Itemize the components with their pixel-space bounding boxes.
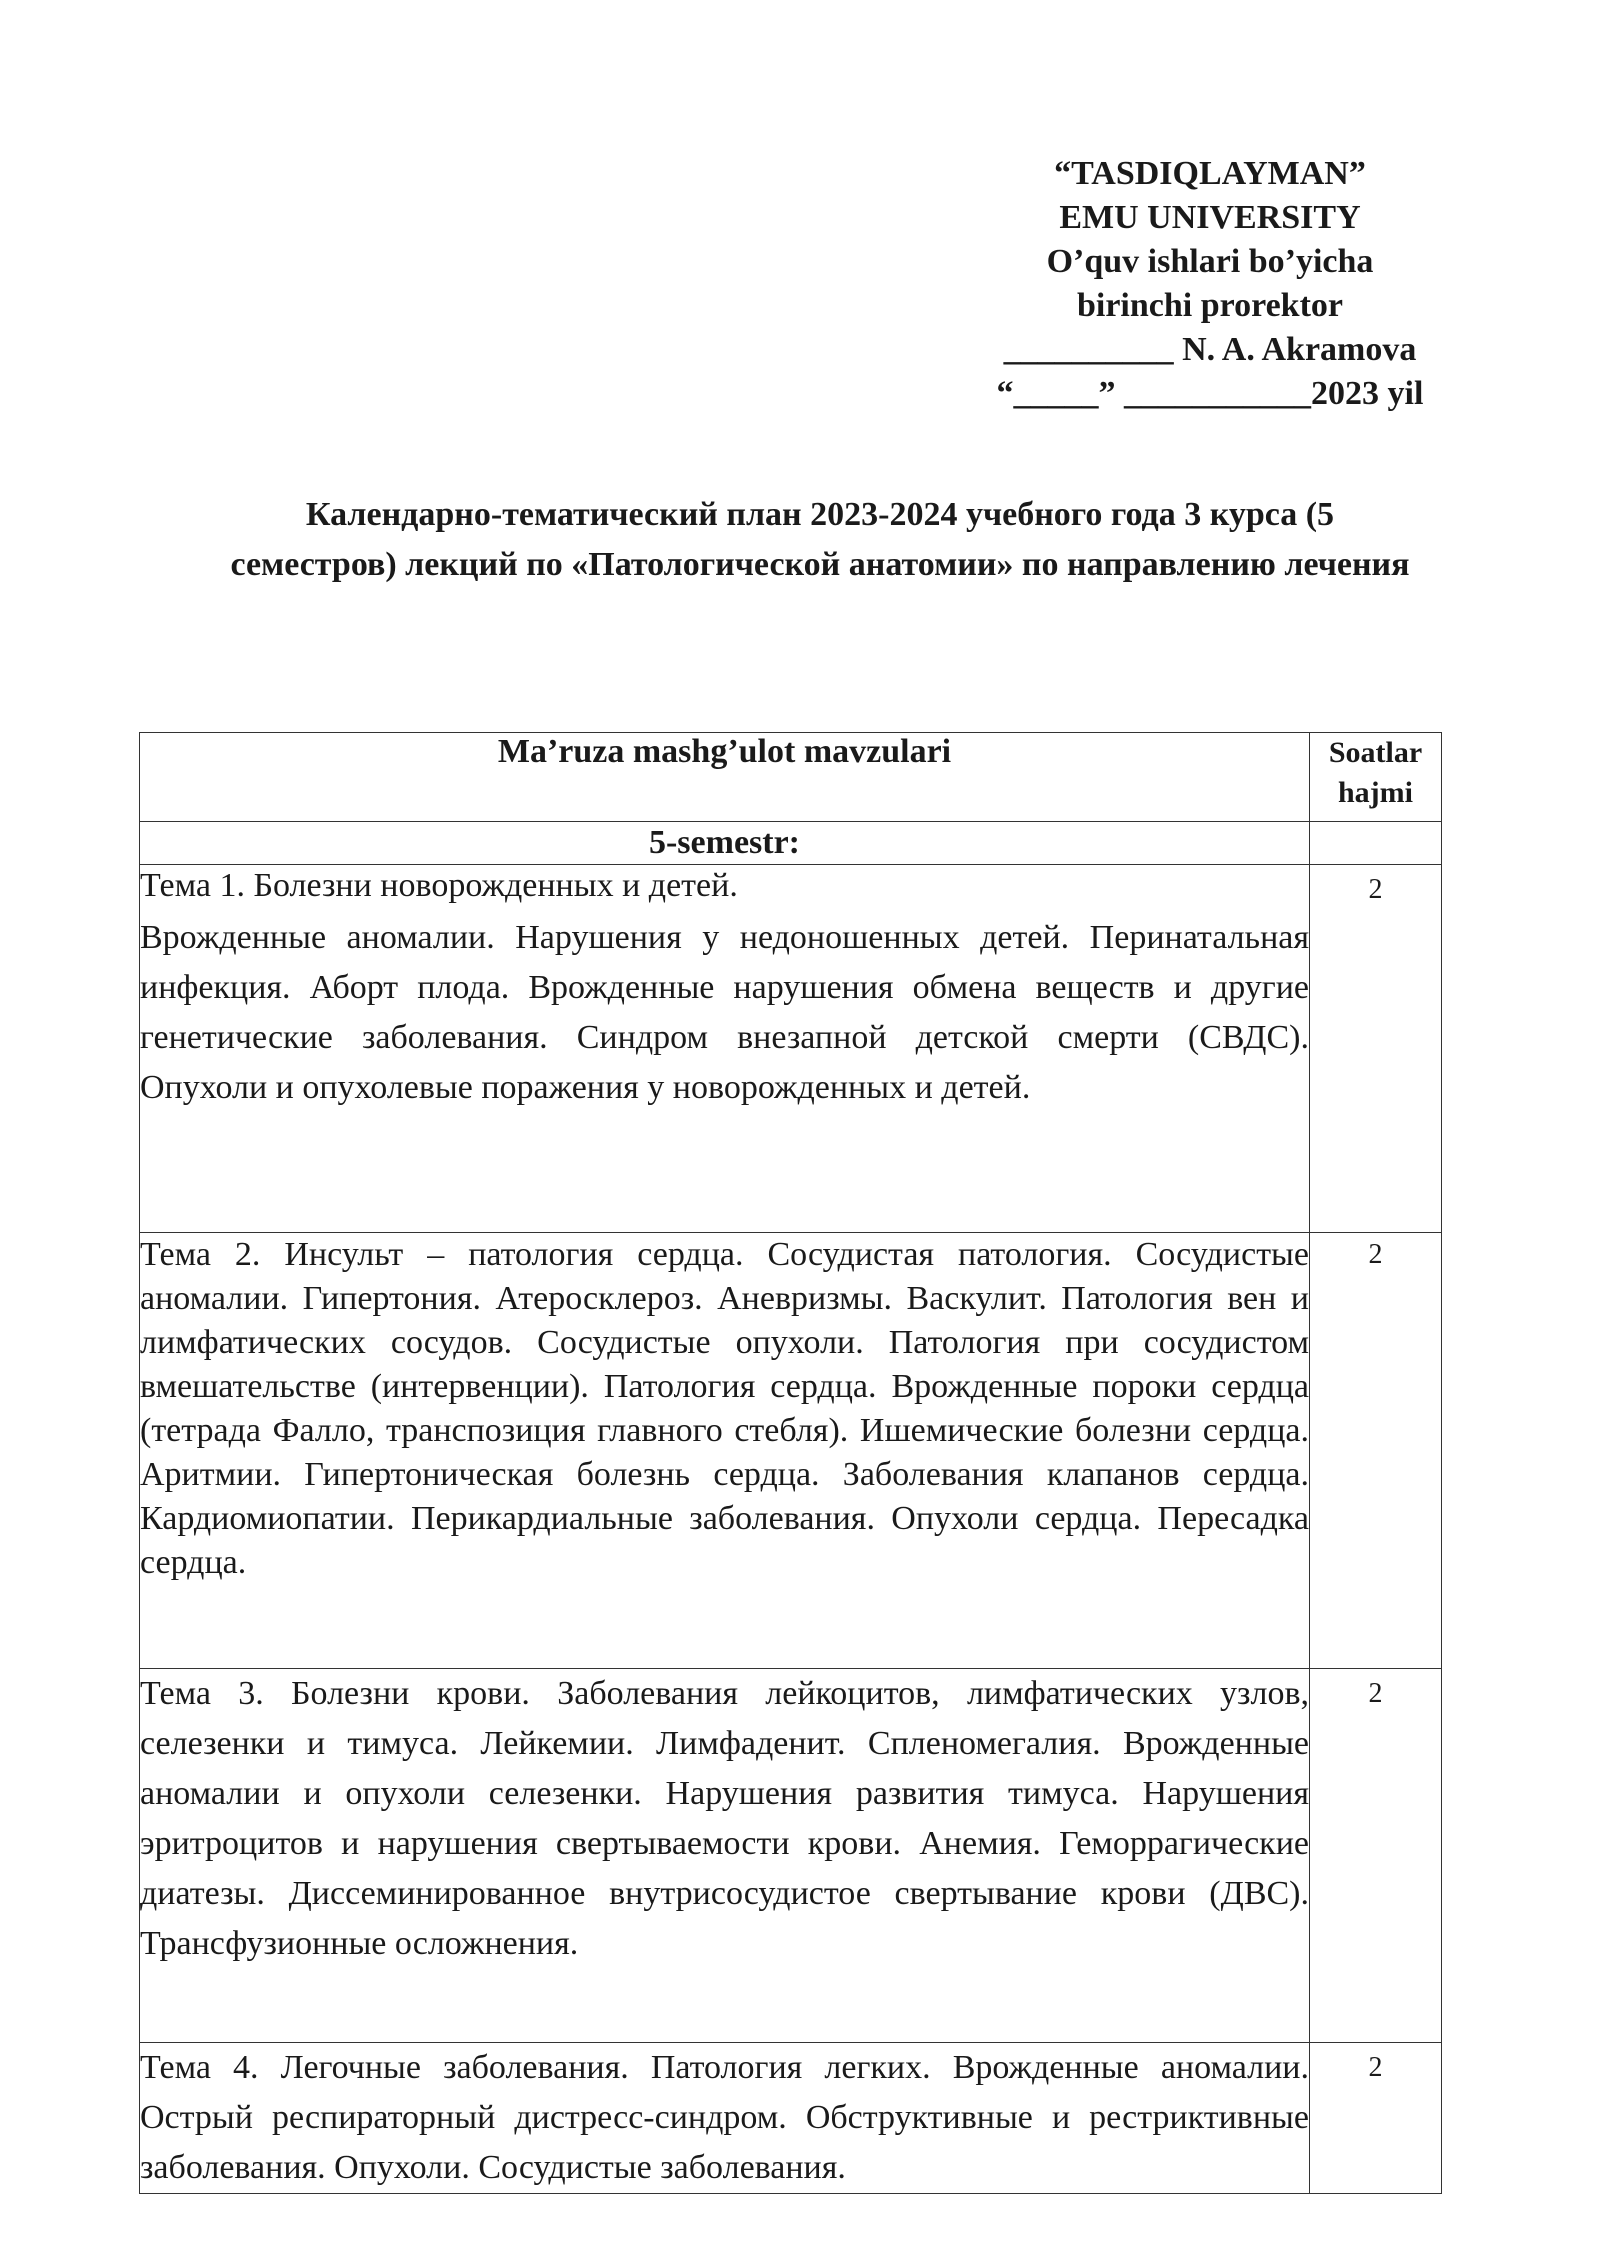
hours-cell: 2 — [1310, 2043, 1442, 2194]
semester-row — [140, 822, 1442, 865]
topic-title: Тема 1. Болезни новорожденных и детей. — [140, 867, 738, 904]
document-title-line1: Календарно-тематический план 2023-2024 учебного года 3 курса (5 — [305, 496, 1335, 533]
topic-description: Врожденные аномалии. Нарушения у недоношенных детей. Перинатальная инфекция. Аборт плода. Врожденные нарушения обмена веществ и другие генетические заболевания. Синдром внезапной детской смерти (СВДС). Опухоли и опухолевые поражения у новорожденных и детей. — [140, 919, 1309, 1106]
hours-cell: 2 — [1310, 865, 1442, 1233]
approval-block — [960, 152, 1460, 416]
approver-position-line1: O’quv ishlari bo’yicha — [1046, 243, 1374, 280]
header-hours: Soatlar hajmi — [1310, 733, 1442, 822]
lecture-plan-table — [139, 732, 1442, 2194]
topic-cell: Тема 3. Болезни крови. Заболевания лейкоцитов, лимфатических узлов, селезенки и тимуса. Лейкемии. Лимфаденит. Спленомегалия. Врожденные аномалии и опухоли селезенки. Нарушения развития тимуса. Нарушения эритроцитов и нарушения свертываемости крови. Анемия. Геморрагические диатезы. Диссеминированное внутрисосудистое свертывание крови (ДВС). Трансфузионные осложнения. — [140, 1669, 1310, 2043]
topic-cell: Тема 4. Легочные заболевания. Патология легких. Врожденные аномалии. Острый респираторный дистресс-синдром. Обструктивные и рестриктивные заболевания. Опухоли. Сосудистые заболевания. — [140, 2043, 1310, 2194]
university-name: EMU UNIVERSITY — [1059, 199, 1361, 236]
document-title — [140, 490, 1500, 590]
approval-date-line: “_____” ___________2023 yil — [996, 375, 1424, 412]
semester-hours — [1310, 822, 1442, 865]
approver-signature-line: __________ N. A. Akramova — [1003, 331, 1417, 368]
table-row — [140, 1233, 1442, 1669]
table-row — [140, 2043, 1442, 2194]
hours-cell: 2 — [1310, 1233, 1442, 1669]
semester-label: 5-semestr: — [140, 822, 1310, 865]
table-header-row — [140, 733, 1442, 822]
approval-heading: “TASDIQLAYMAN” — [1054, 155, 1366, 192]
approver-position-line2: birinchi prorektor — [1076, 287, 1344, 324]
topic-cell — [140, 865, 1310, 1233]
topic-cell: Тема 2. Инсульт – патология сердца. Сосудистая патология. Сосудистые аномалии. Гипертония. Атеросклероз. Аневризмы. Васкулит. Патология вен и лимфатических сосудов. Сосудистые опухоли. Патология при сосудистом вмешательстве (интервенции). Патология сердца. Врожденные пороки сердца (тетрада Фалло, транспозиция главного стебля). Ишемические болезни сердца. Аритмии. Гипертоническая болезнь сердца. Заболевания клапанов сердца. Кардиомиопатии. Перикардиальные заболевания. Опухоли сердца. Пересадка сердца. — [140, 1233, 1310, 1669]
table-row — [140, 865, 1442, 1233]
table-row — [140, 1669, 1442, 2043]
header-topics: Ma’ruza mashg’ulot mavzulari — [140, 733, 1310, 822]
document-title-line2: семестров) лекций по «Патологической анатомии» по направлению лечения — [230, 546, 1410, 583]
hours-cell: 2 — [1310, 1669, 1442, 2043]
